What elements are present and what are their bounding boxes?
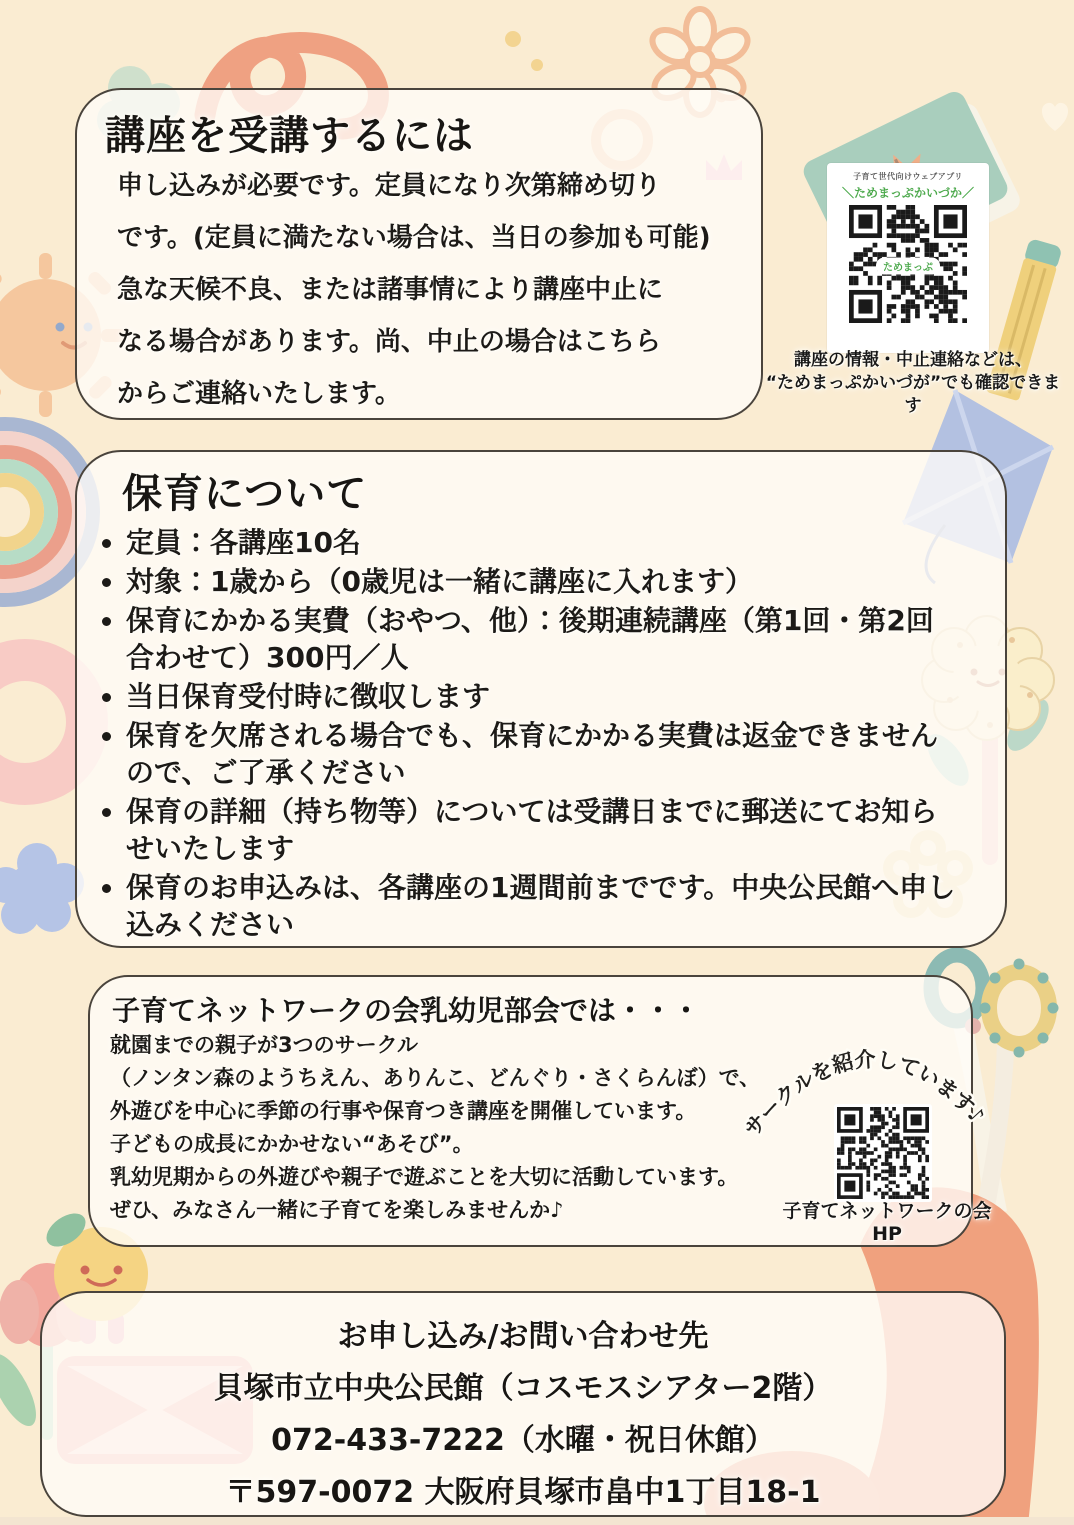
list-item: 保育にかかる実費（おやつ、他）：後期連続講座（第1回・第2回合わせて）300円／人 xyxy=(102,602,961,676)
qr-code-wrapper xyxy=(849,205,967,327)
bullet-dot-icon xyxy=(102,884,111,893)
course-apply-panel xyxy=(75,88,763,420)
body-line: 急な天候不良、または諸事情により講座中止に xyxy=(117,275,664,305)
body-line: 外遊びを中心に季節の行事や保育つき講座を開催しています。 xyxy=(110,1099,697,1123)
body-line: からご連絡いたします。 xyxy=(117,379,401,409)
course-apply-title: 講座を受講するには xyxy=(105,113,474,159)
contact-body xyxy=(42,1293,1004,1519)
svg-text:サークルを紹介しています♪: サークルを紹介しています♪ xyxy=(740,1047,990,1142)
yellow-dots-icon xyxy=(495,25,555,85)
contact-phone: 072-433-7222（水曜・祝日休館） xyxy=(271,1423,775,1458)
bullet-dot-icon xyxy=(102,693,111,702)
body-line: 申し込みが必要です。定員になり次第締め切り xyxy=(117,171,661,201)
body-line: （ノンタン森のようちえん、ありんこ、どんぐり・さくらんぼ）で、 xyxy=(110,1066,761,1090)
list-item: 保育のお申込みは、各講座の1週間前までです。中央公民館へ申し込みください xyxy=(102,869,961,943)
bullet-dot-icon xyxy=(102,617,111,626)
body-line: 就園までの親子が3つのサークル xyxy=(110,1033,418,1057)
contact-address: 〒597-0072 大阪府貝塚市畠中1丁目18-1 xyxy=(225,1475,821,1510)
list-item: 保育の詳細（持ち物等）については受講日までに郵送にてお知らせいたします xyxy=(102,793,961,867)
childcare-info-panel xyxy=(75,450,1007,948)
list-item: 定員：各講座10名 xyxy=(102,524,961,561)
list-item: 保育を欠席される場合でも、保育にかかる実費は返金できませんので、ご了承ください xyxy=(102,717,961,791)
network-group-title: 子育てネットワークの会乳幼児部会では・・・ xyxy=(112,994,701,1027)
network-group-body xyxy=(110,1029,760,1227)
body-line: 乳幼児期からの外遊びや親子で遊ぶことを大切に活動しています。 xyxy=(110,1165,739,1189)
bullet-dot-icon xyxy=(102,578,111,587)
network-hp-qr-caption: 子育てネットワークの会HP xyxy=(782,1200,992,1245)
contact-heading: お申し込み/お問い合わせ先 xyxy=(337,1319,709,1354)
tamemap-qr-card xyxy=(827,163,989,353)
body-line: 子どもの成長にかかせない“あそび”。 xyxy=(110,1132,474,1156)
qr-card-app-name: ＼ためまっぷかいづか／ xyxy=(841,186,974,200)
body-line: なる場合があります。尚、中止の場合はこちら xyxy=(117,327,661,357)
contact-venue: 貝塚市立中央公民館（コスモスシアター2階） xyxy=(213,1371,833,1406)
childcare-info-title: 保育について xyxy=(122,471,368,517)
course-apply-body xyxy=(117,160,711,420)
qr-card-header: 子育て世代向けウェブアプリ xyxy=(853,172,963,181)
list-item: 当日保育受付時に徴収します xyxy=(102,678,961,715)
body-line: ぜひ、みなさん一緒に子育てを楽しみませんか♪ xyxy=(110,1198,564,1222)
tamemap-qr-caption: 講座の情報・中止連絡などは、 “ためまっぷかいづが”でも確認できます xyxy=(765,350,1061,416)
childcare-bullet-list xyxy=(102,524,961,943)
bullet-dot-icon xyxy=(102,539,111,548)
bullet-dot-icon xyxy=(102,732,111,741)
body-line: です。(定員に満たない場合は、当日の参加も可能) xyxy=(117,223,711,253)
network-hp-qr-code xyxy=(834,1104,932,1202)
qr-center-label: ためまっぷ xyxy=(876,258,940,275)
contact-panel xyxy=(40,1291,1006,1517)
list-item: 対象：1歳から（0歳児は一緒に講座に入れます） xyxy=(102,563,961,600)
bullet-dot-icon xyxy=(102,808,111,817)
bottom-edge-strip xyxy=(0,1517,1074,1525)
